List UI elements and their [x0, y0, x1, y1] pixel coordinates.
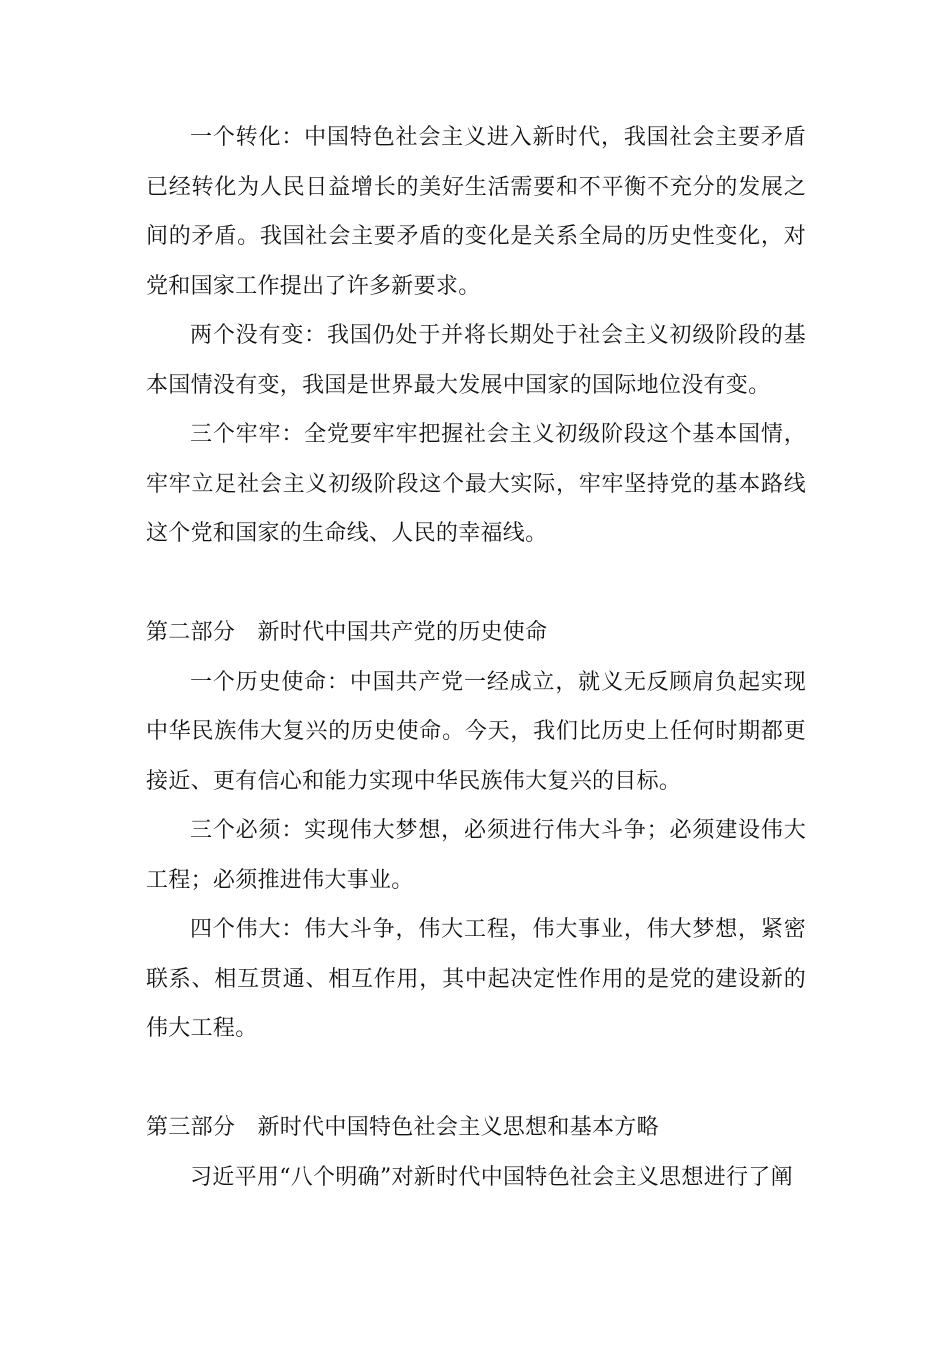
document-page — [146, 113, 806, 1202]
paragraph-two-unchanged: 两个没有变：我国仍处于并将长期处于社会主义初级阶段的基本国情没有变，我国是世界最大发展中国家的国际地位没有变。 — [146, 323, 806, 398]
section-three-heading: 第三部分 新时代中国特色社会主义思想和基本方略 — [146, 1115, 659, 1140]
section-spacer — [146, 559, 806, 609]
paragraph-eight-clarifications: 习近平用“八个明确”对新时代中国特色社会主义思想进行了阐 — [190, 1164, 793, 1190]
paragraph-one-transformation: 一个转化：中国特色社会主义进入新时代，我国社会主要矛盾已经转化为人民日益增长的美好生活需要和不平衡不充分的发展之间的矛盾。我国社会主要矛盾的变化是关系全局的历史性变化，对党和国家工作提出了许多新要求。 — [146, 125, 806, 299]
paragraph-three-musts: 三个必须：实现伟大梦想，必须进行伟大斗争；必须建设伟大工程；必须推进伟大事业。 — [146, 818, 806, 893]
paragraph-four-greats: 四个伟大：伟大斗争，伟大工程，伟大事业，伟大梦想，紧密联系、相互贯通、相互作用，其中起决定性作用的是党的建设新的伟大工程。 — [146, 917, 806, 1041]
paragraph-three-firmly: 三个牢牢：全党要牢牢把握社会主义初级阶段这个基本国情，牢牢立足社会主义初级阶段这个最大实际，牢牢坚持党的基本路线这个党和国家的生命线、人民的幸福线。 — [146, 422, 806, 546]
paragraph-historic-mission: 一个历史使命：中国共产党一经成立，就义无反顾肩负起实现中华民族伟大复兴的历史使命。今天，我们比历史上任何时期都更接近、更有信心和能力实现中华民族伟大复兴的目标。 — [146, 669, 806, 794]
section-two-heading: 第二部分 新时代中国共产党的历史使命 — [146, 620, 548, 645]
section-spacer — [146, 1054, 806, 1104]
